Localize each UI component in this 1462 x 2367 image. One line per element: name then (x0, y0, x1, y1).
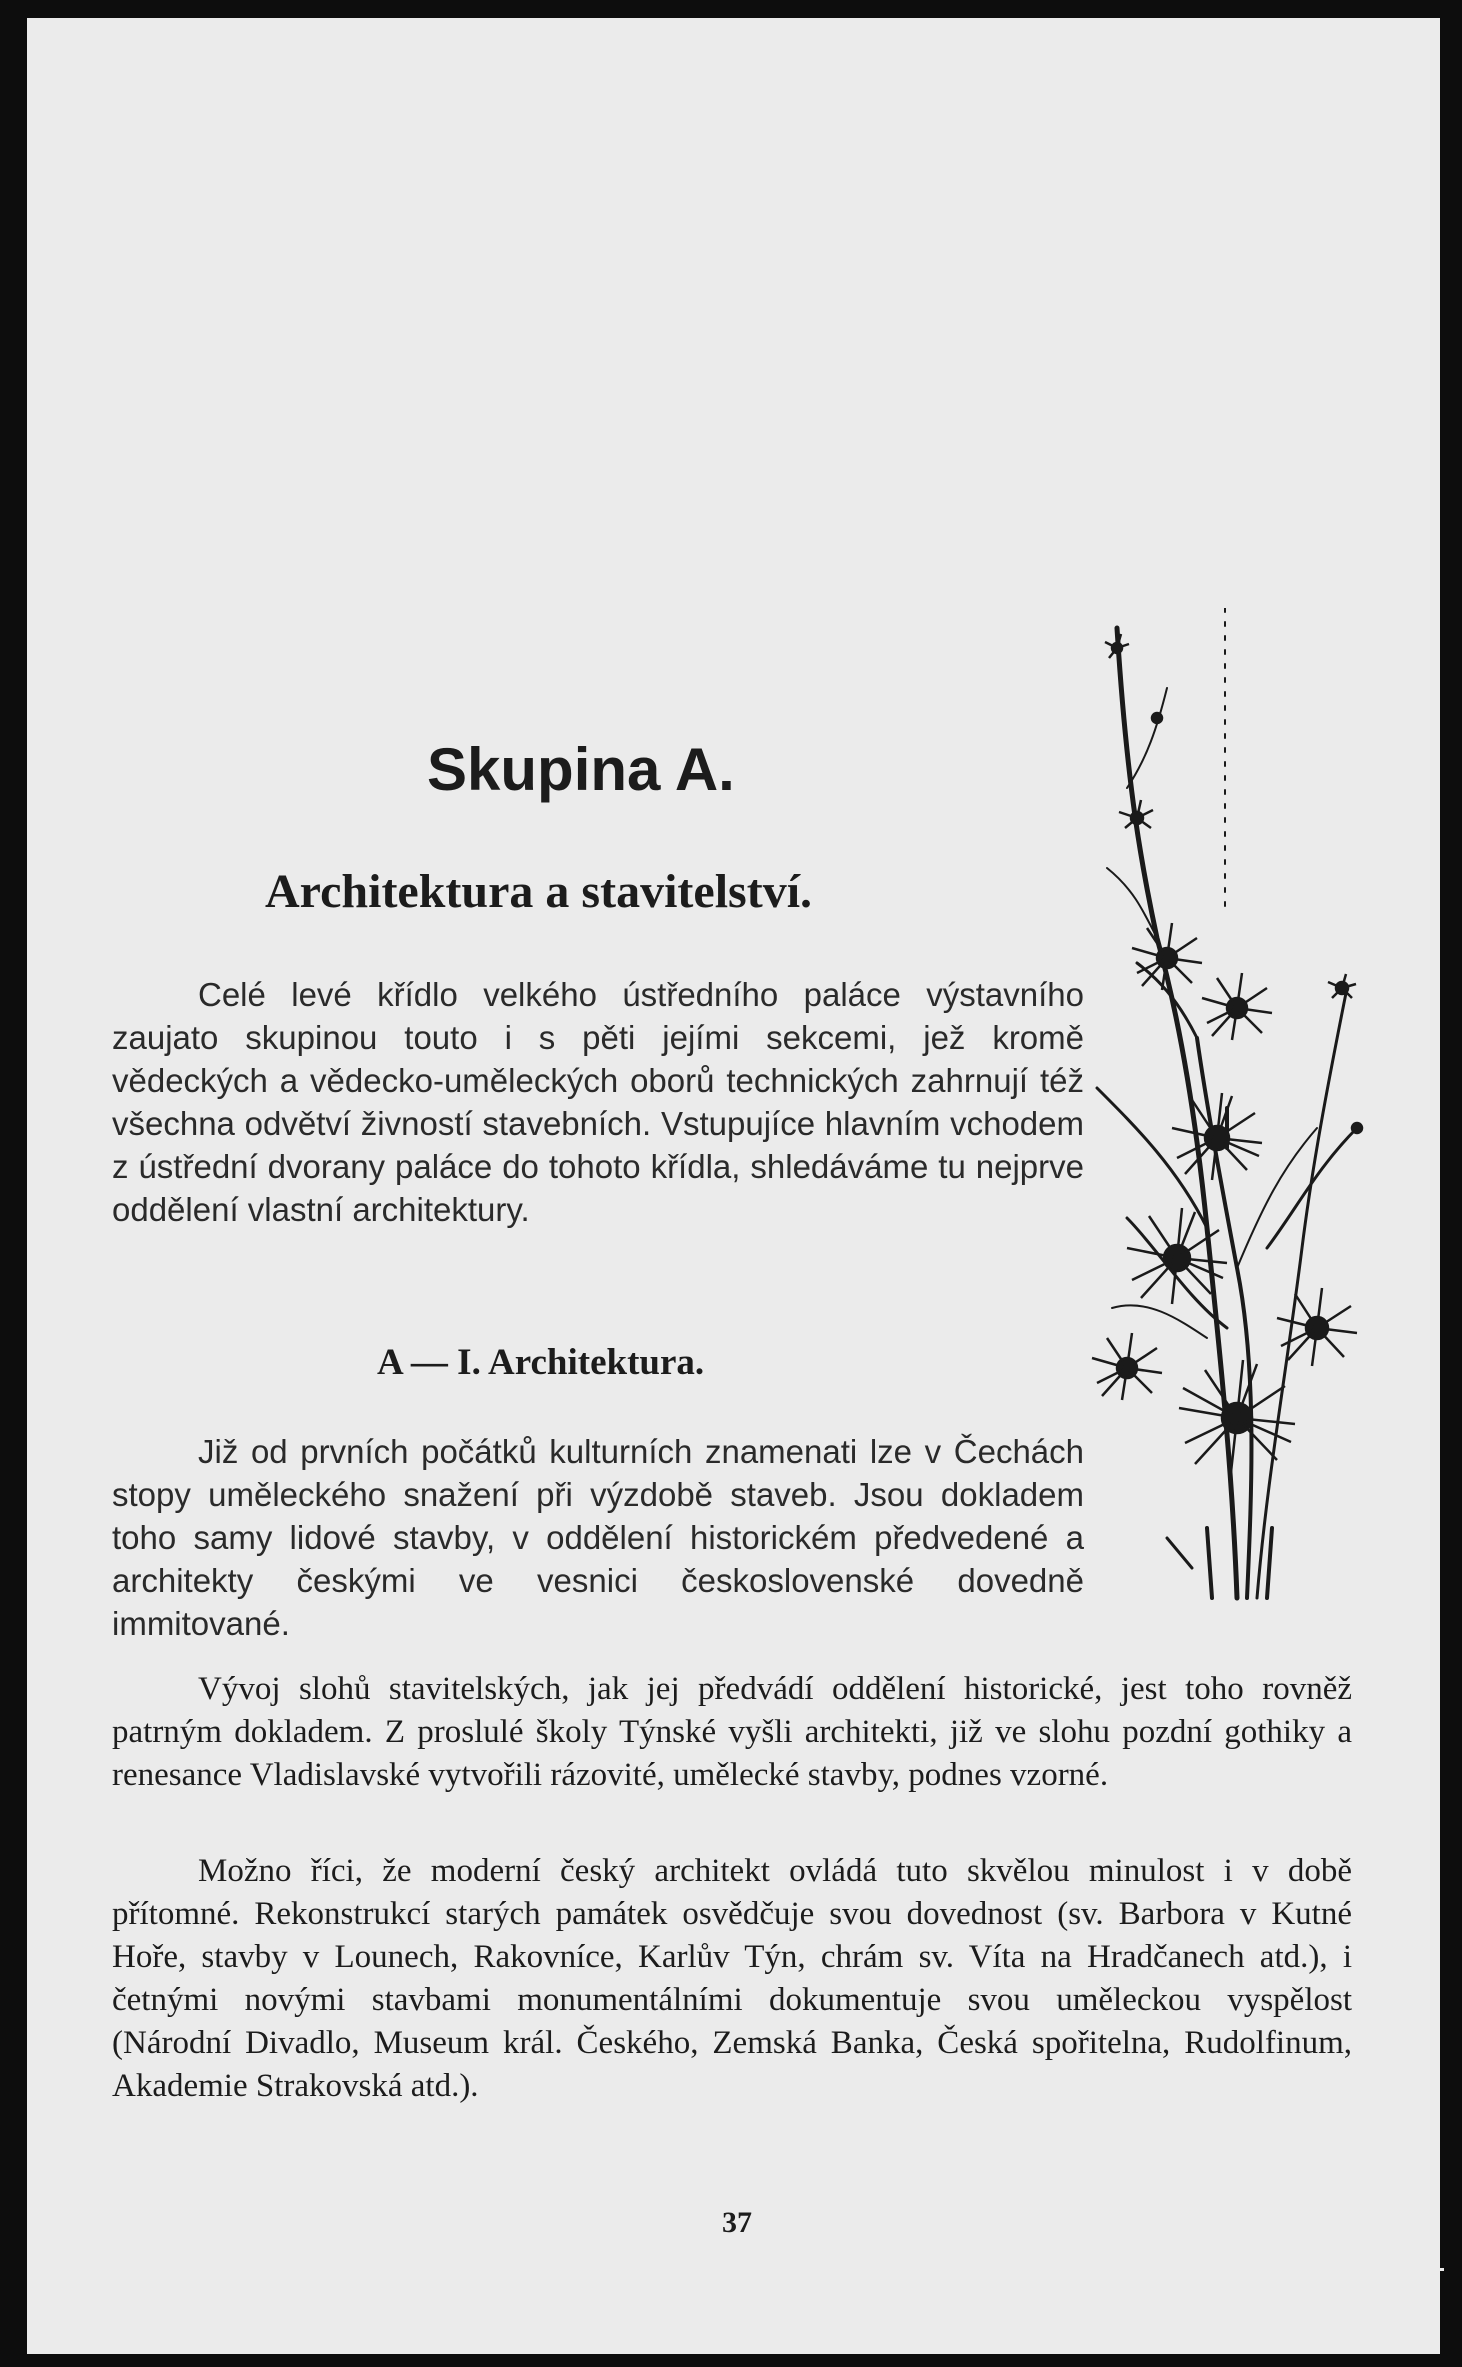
page-title: Skupina A. (427, 736, 735, 803)
paragraph-section-intro: Již od prvních počátků kulturních znamenati lze v Čechách stopy uměleckého snažení při výzdobě staveb. Jsou dokladem toho samy lidové stavby, v oddělení historickém předvedené a architekty českými ve vesnici československé dovedně immitované. (112, 1433, 1084, 1642)
flower-stem-illustration-icon (1087, 608, 1387, 1618)
page (27, 18, 1440, 2354)
page-subtitle: Architektura a stavitelství. (265, 865, 813, 918)
paragraph-intro: Celé levé křídlo velkého ústředního paláce výstavního zaujato skupinou touto i s pěti jejími sekcemi, jež kromě vědeckých a vědecko-uměleckých oborů technických zahrnují též všechna odvětví živností stavebních. Vstupujíce hlavním vchodem z ústřední dvorany paláce do tohoto křídla, shledáváme tu nejprve oddělení vlastní architektury. (112, 976, 1084, 1228)
page-number: 37 (722, 2206, 752, 2239)
paragraph-styles: Vývoj slohů stavitelských, jak jej předvádí oddělení historické, jest toho rovněž patrným dokladem. Z proslulé školy Týnské vyšli architekti, již ve slohu pozdní gothiky a renesance Vladislavské vytvořili rázovité, umělecké stavby, podnes vzorné. (112, 1671, 1352, 1793)
section-heading: A — I. Architektura. (377, 1342, 705, 1383)
edge-mark (1418, 2268, 1444, 2271)
paragraph-modern: Možno říci, že moderní český architekt ovládá tuto skvělou minulost i v době přítomné. Rekonstrukcí starých památek osvědčuje svou dovednost (sv. Barbora v Kutné Hoře, stavby v Lounech, Rakovníce, Karlův Týn, chrám sv. Víta na Hradčanech atd.), i četnými novými stavbami monumentálními dokumentuje svou uměleckou vyspělost (Národní Divadlo, Museum král. Českého, Zemská Banka, Česká spořitelna, Rudolfinum, Akademie Strakovská atd.). (112, 1853, 1352, 2104)
